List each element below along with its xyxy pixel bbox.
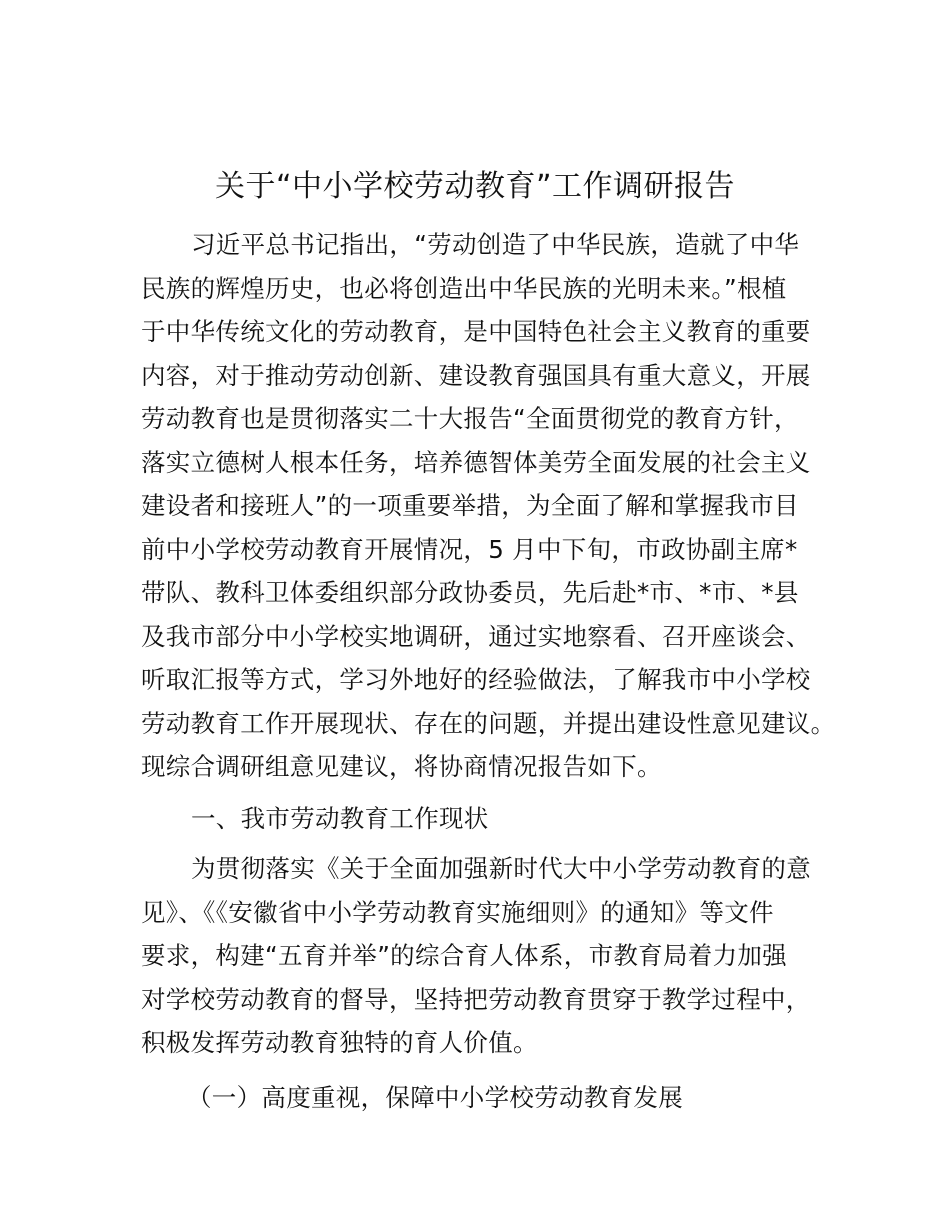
text-line: 带队、教科卫体委组织部分政协委员，先后赴*市、*市、*县 (141, 578, 799, 607)
text-line: 内容，对于推动劳动创新、建设教育强国具有重大意义，开展 (141, 360, 811, 390)
text-line: 劳动教育也是贯彻落实二十大报告“全面贯彻党的教育方针， (141, 404, 799, 433)
text-line: 前中小学校劳动教育开展情况，5 月中下旬，市政协副主席* (141, 534, 798, 564)
text-line: 现综合调研组意见建议，将协商情况报告如下。 (141, 752, 662, 781)
text-line: 建设者和接班人”的一项重要举措，为全面了解和掌握我市目 (141, 491, 799, 520)
text-line: 劳动教育工作开展现状、存在的问题，并提出建设性意见建议。 (141, 708, 836, 738)
text-line: 习近平总书记指出，“劳动创造了中华民族，造就了中华 (191, 230, 800, 259)
text-line: 积极发挥劳动教育独特的育人价值。 (141, 1028, 538, 1057)
text-line: 听取汇报等方式，学习外地好的经验做法，了解我市中小学校 (141, 665, 811, 694)
text-line: 对学校劳动教育的督导，坚持把劳动教育贯穿于教学过程中， (141, 984, 811, 1014)
text-line: 及我市部分中小学校实地调研，通过实地察看、召开座谈会、 (141, 621, 811, 651)
section-heading: 一、我市劳动教育工作现状 (191, 804, 489, 833)
text-line: 于中华传统文化的劳动教育，是中国特色社会主义教育的重要 (141, 317, 811, 346)
text-line: 要求，构建“五育并举”的综合育人体系，市教育局着力加强 (141, 941, 787, 970)
text-line: 见》、《《安徽省中小学劳动教育实施细则》的通知》等文件 (141, 897, 774, 927)
paragraph-intro (141, 223, 836, 789)
text-line: 民族的辉煌历史，也必将创造出中华民族的光明未来。”根植 (141, 273, 787, 303)
paragraph-status (141, 847, 821, 1065)
subsection-heading: （一）高度重视，保障中小学校劳动教育发展 (187, 1083, 683, 1112)
text-line: 为贯彻落实《关于全面加强新时代大中小学劳动教育的意 (191, 854, 811, 883)
text-line: 落实立德树人根本任务，培养德智体美劳全面发展的社会主义 (141, 447, 811, 477)
document-title: 关于“中小学校劳动教育”工作调研报告 (214, 169, 736, 204)
